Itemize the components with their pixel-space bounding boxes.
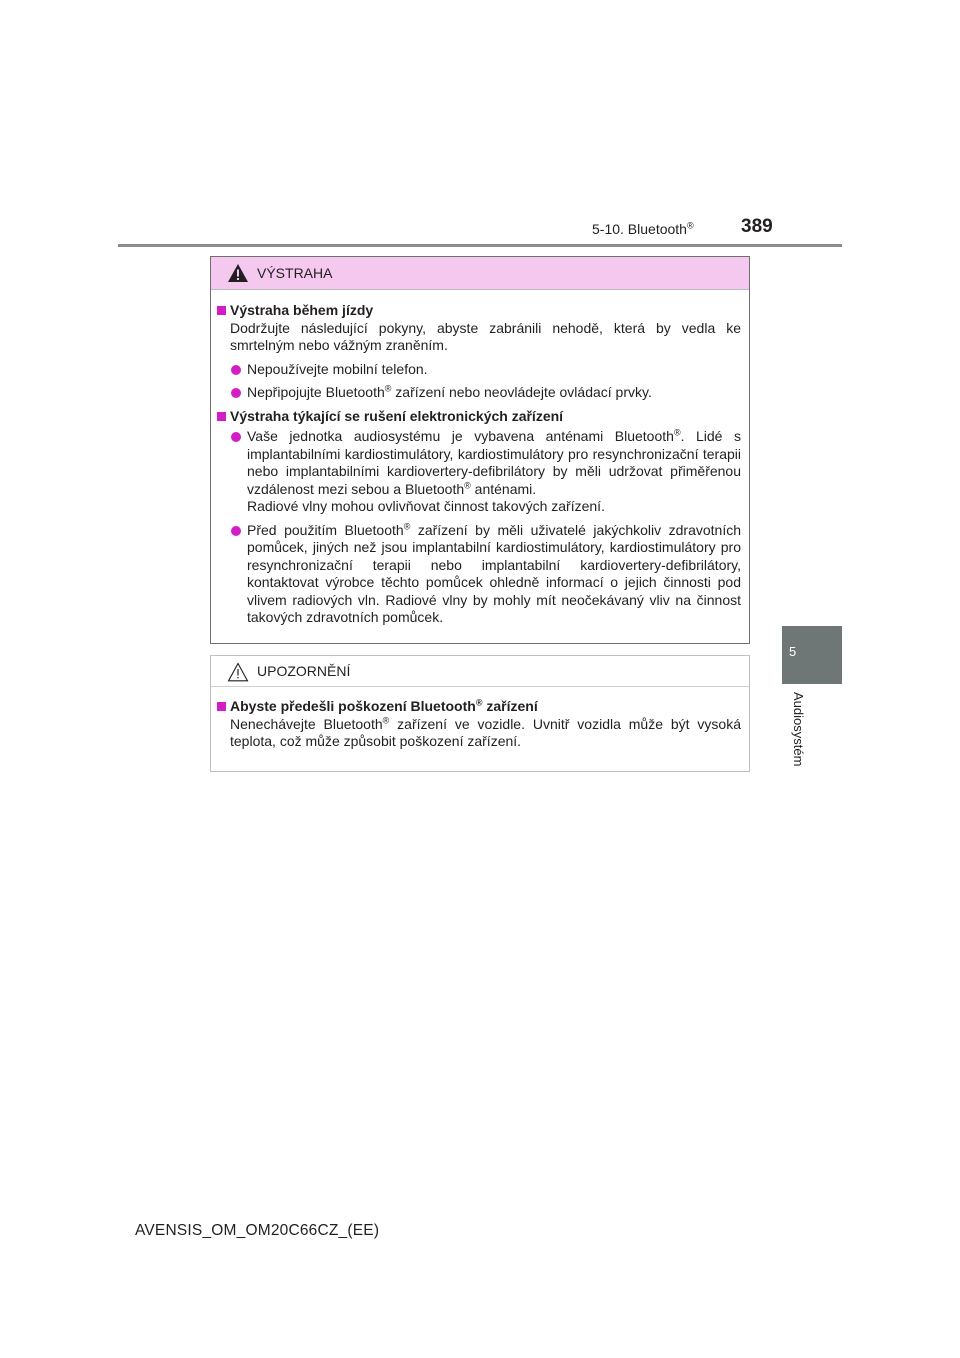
registered-mark: ® [673, 427, 681, 438]
square-bullet-icon [217, 702, 226, 711]
list-item [230, 428, 741, 516]
list-item-text: zařízení by měli uživatelé jakýchkoliv zdravotních pomůcek, jiných než jsou implantabilní kardiostimulátory, kardiostimulátory pro resynchronizační terapii nebo implantabilní kardiovertery-defibrilátory, kontaktovat výrobce těchto pomůcek ohledně informací o jejich činnosti pod vlivem radiových vln. Radiové vlny by mohly mít neočekávaný vliv na činnost takových zdravotních pomůcek. [247, 521, 741, 625]
chapter-number: 5 [789, 644, 797, 659]
warning-box-header [211, 257, 749, 290]
warning-title: VÝSTRAHA [257, 265, 333, 281]
section-heading [217, 408, 741, 426]
list-item-text: zařízení nebo neovládejte ovládací prvky. [391, 384, 652, 400]
warning-box [210, 256, 750, 644]
round-bullet-icon [231, 526, 241, 536]
document-code: AVENSIS_OM_OM20C66CZ_(EE) [135, 1222, 380, 1239]
registered-mark: ® [475, 697, 483, 708]
registered-mark: ® [384, 383, 392, 394]
registered-mark: ® [403, 520, 411, 531]
list-item-text: Vaše jednotka audiosystému je vybavena anténami Bluetooth [247, 428, 674, 444]
paragraph-text: Nenechávejte Bluetooth [230, 715, 383, 732]
section-title [592, 221, 694, 237]
section-title-text: 5-10. Bluetooth [592, 221, 687, 237]
round-bullet-icon [231, 432, 241, 442]
caution-body [211, 687, 749, 751]
chapter-title: Audiosystém [791, 692, 806, 767]
section-heading [217, 302, 741, 320]
square-bullet-icon [217, 412, 226, 421]
round-bullet-icon [231, 365, 241, 375]
list-item-text: . Lidé s implantabilními kardiostimulátory, kardiostimulátory pro resynchronizační terapii nebo implantabilními kardiovertery-defibrilátory by měli udržovat přiměřenou vzdálenost mezi sebou a Bluetooth [247, 428, 741, 497]
round-bullet-icon [231, 388, 241, 398]
registered-mark: ® [686, 220, 694, 231]
caution-triangle-icon [227, 662, 249, 687]
warning-triangle-icon [227, 263, 249, 288]
caution-box-header [211, 656, 749, 687]
caution-title: UPOZORNĚNÍ [257, 663, 351, 679]
section-heading-text: Výstraha týkající se rušení elektronických zařízení [230, 407, 564, 424]
warning-body [211, 290, 749, 627]
caution-box [210, 655, 750, 772]
list-item [230, 522, 741, 627]
section-heading [217, 698, 741, 716]
section-heading-text: Abyste předešli poškození Bluetooth [230, 698, 476, 714]
list-item-text: Radiové vlny mohou ovlivňovat činnost takových zařízení. [247, 498, 605, 514]
registered-mark: ® [382, 714, 390, 725]
list-item [230, 384, 741, 402]
square-bullet-icon [217, 306, 226, 315]
list-item-text: Nepřipojujte Bluetooth [247, 384, 385, 400]
paragraph: Dodržujte následující pokyny, abyste zabránili nehodě, která by vedla ke smrtelným nebo vážným zraněním. [230, 319, 741, 353]
list-item-text: anténami. [470, 480, 537, 497]
page-number: 389 [741, 216, 773, 237]
list-item [230, 361, 741, 379]
paragraph-text: zařízení ve vozidle. Uvnitř vozidla může být vysoká teplota, což může způsobit poškození zařízení. [230, 715, 741, 749]
list-item-text: Nepoužívejte mobilní telefon. [247, 360, 428, 377]
paragraph [230, 716, 741, 751]
section-heading-text: Výstraha během jízdy [230, 302, 374, 318]
registered-mark: ® [464, 479, 471, 490]
section-heading-text: zařízení [482, 698, 538, 714]
header-rule [118, 244, 842, 247]
list-item-text: Před použitím Bluetooth [247, 521, 404, 538]
